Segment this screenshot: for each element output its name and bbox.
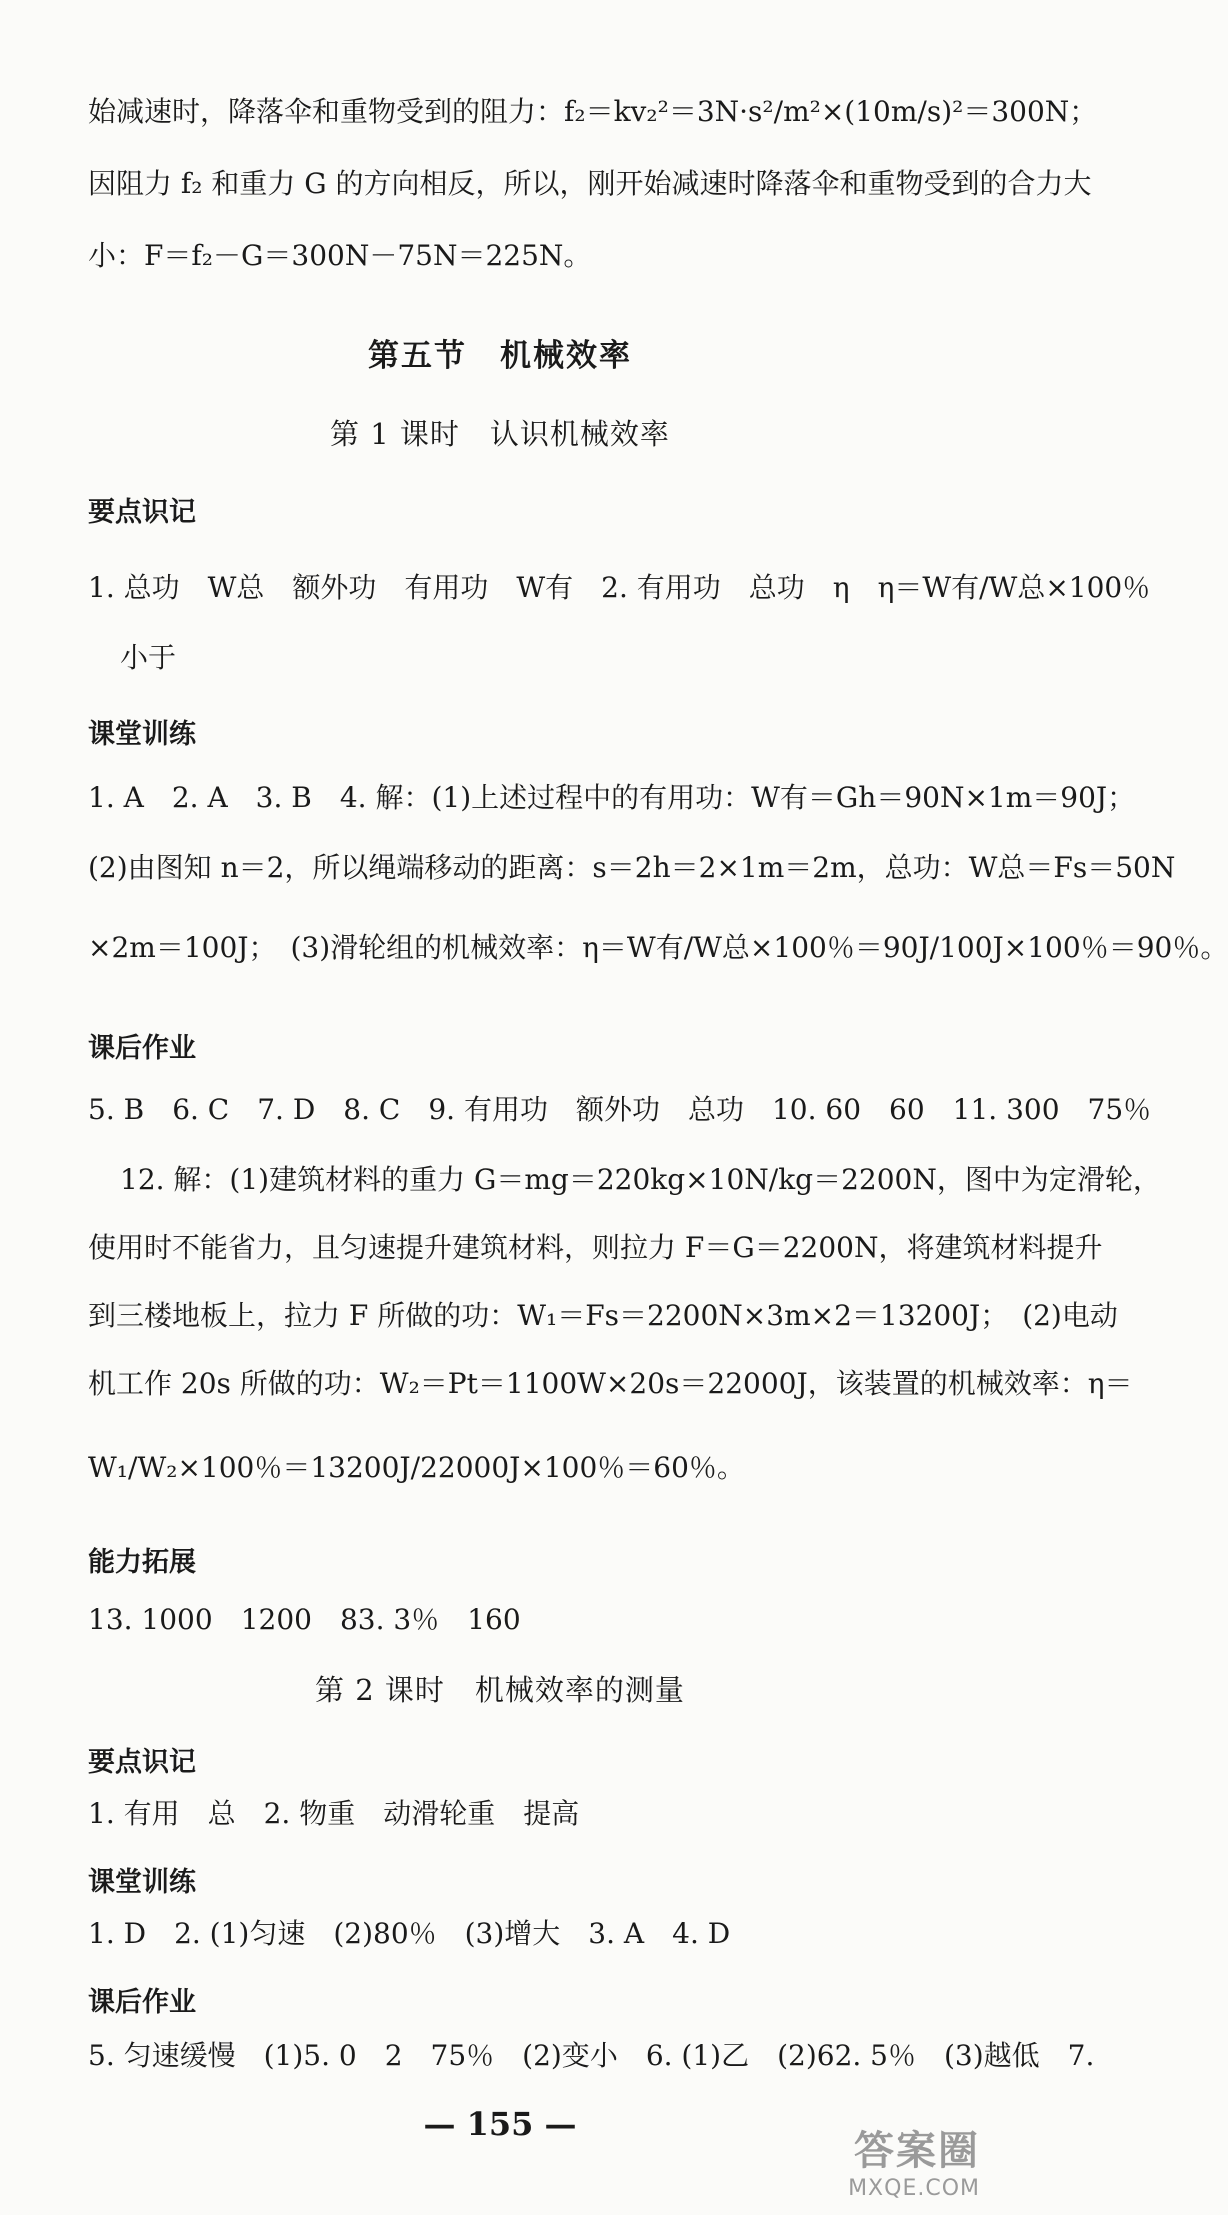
lesson-1-key-points-heading: 要点识记: [88, 497, 196, 528]
answer-line: W₁/W₂×100％＝13200J/22000J×100％＝60％。: [88, 1451, 745, 1484]
answer-line: (2)由图知 n＝2，所以绳端移动的距离：s＝2h＝2×1m＝2m，总功：W总＝Fs＝50N: [88, 851, 1176, 884]
answer-line: 1. A 2. A 3. B 4. 解：(1)上述过程中的有用功：W有＝Gh＝90N×1m＝90J；: [88, 781, 1136, 814]
lesson-2-class-heading: 课堂训练: [88, 1867, 196, 1898]
answer-line: 1. D 2. (1)匀速 (2)80％ (3)增大 3. A 4. D: [88, 1917, 731, 1950]
answer-line: 5. B 6. C 7. D 8. C 9. 有用功 额外功 总功 10. 60 60 11. 300 75％: [88, 1093, 1152, 1126]
lesson-1-homework-heading: 课后作业: [88, 1033, 196, 1064]
answer-line: 1. 总功 W总 额外功 有用功 W有 2. 有用功 总功 η η＝W有/W总×100％: [88, 571, 1151, 604]
answer-line: 到三楼地板上，拉力 F 所做的功：W₁＝Fs＝2200N×3m×2＝13200J； (2)电动: [88, 1299, 1118, 1332]
lesson-2-title: 第 2 课时 机械效率的测量: [315, 1673, 685, 1707]
lesson-1-class-heading: 课堂训练: [88, 719, 196, 750]
lesson-1-ability-heading: 能力拓展: [88, 1547, 196, 1578]
answer-line: 13. 1000 1200 83. 3％ 160: [88, 1603, 521, 1636]
answer-line: 小于: [120, 641, 177, 674]
answer-line: ×2m＝100J； (3)滑轮组的机械效率：η＝W有/W总×100％＝90J/100J×100％＝90％。: [88, 931, 1228, 964]
watermark-title: 答案圈: [854, 2128, 980, 2174]
answer-line: 机工作 20s 所做的功：W₂＝Pt＝1100W×20s＝22000J，该装置的机械效率：η＝: [88, 1367, 1133, 1400]
lesson-2-key-points-heading: 要点识记: [88, 1747, 196, 1778]
watermark-url: MXQE.COM: [848, 2176, 980, 2201]
lesson-2-homework-heading: 课后作业: [88, 1987, 196, 2018]
section-title: 第五节 机械效率: [368, 338, 632, 374]
answer-line: 使用时不能省力，且匀速提升建筑材料，则拉力 F＝G＝2200N，将建筑材料提升: [88, 1231, 1103, 1264]
answer-line: 5. 匀速缓慢 (1)5. 0 2 75％ (2)变小 6. (1)乙 (2)62. 5％ (3)越低 7.: [88, 2039, 1095, 2072]
text-line: 始减速时，降落伞和重物受到的阻力：f₂＝kv₂²＝3N·s²/m²×(10m/s)²＝300N；: [88, 95, 1098, 128]
watermark: [848, 2119, 980, 2201]
text-line: 因阻力 f₂ 和重力 G 的方向相反，所以，刚开始减速时降落伞和重物受到的合力大: [88, 167, 1092, 200]
answer-line: 1. 有用 总 2. 物重 动滑轮重 提高: [88, 1797, 580, 1830]
text-line: 小：F＝f₂－G＝300N－75N＝225N。: [88, 239, 592, 272]
lesson-1-title: 第 1 课时 认识机械效率: [330, 417, 670, 451]
page-number: — 155 —: [423, 2105, 577, 2143]
answer-line: 12. 解：(1)建筑材料的重力 G＝mg＝220kg×10N/kg＝2200N，图中为定滑轮，: [120, 1163, 1161, 1196]
